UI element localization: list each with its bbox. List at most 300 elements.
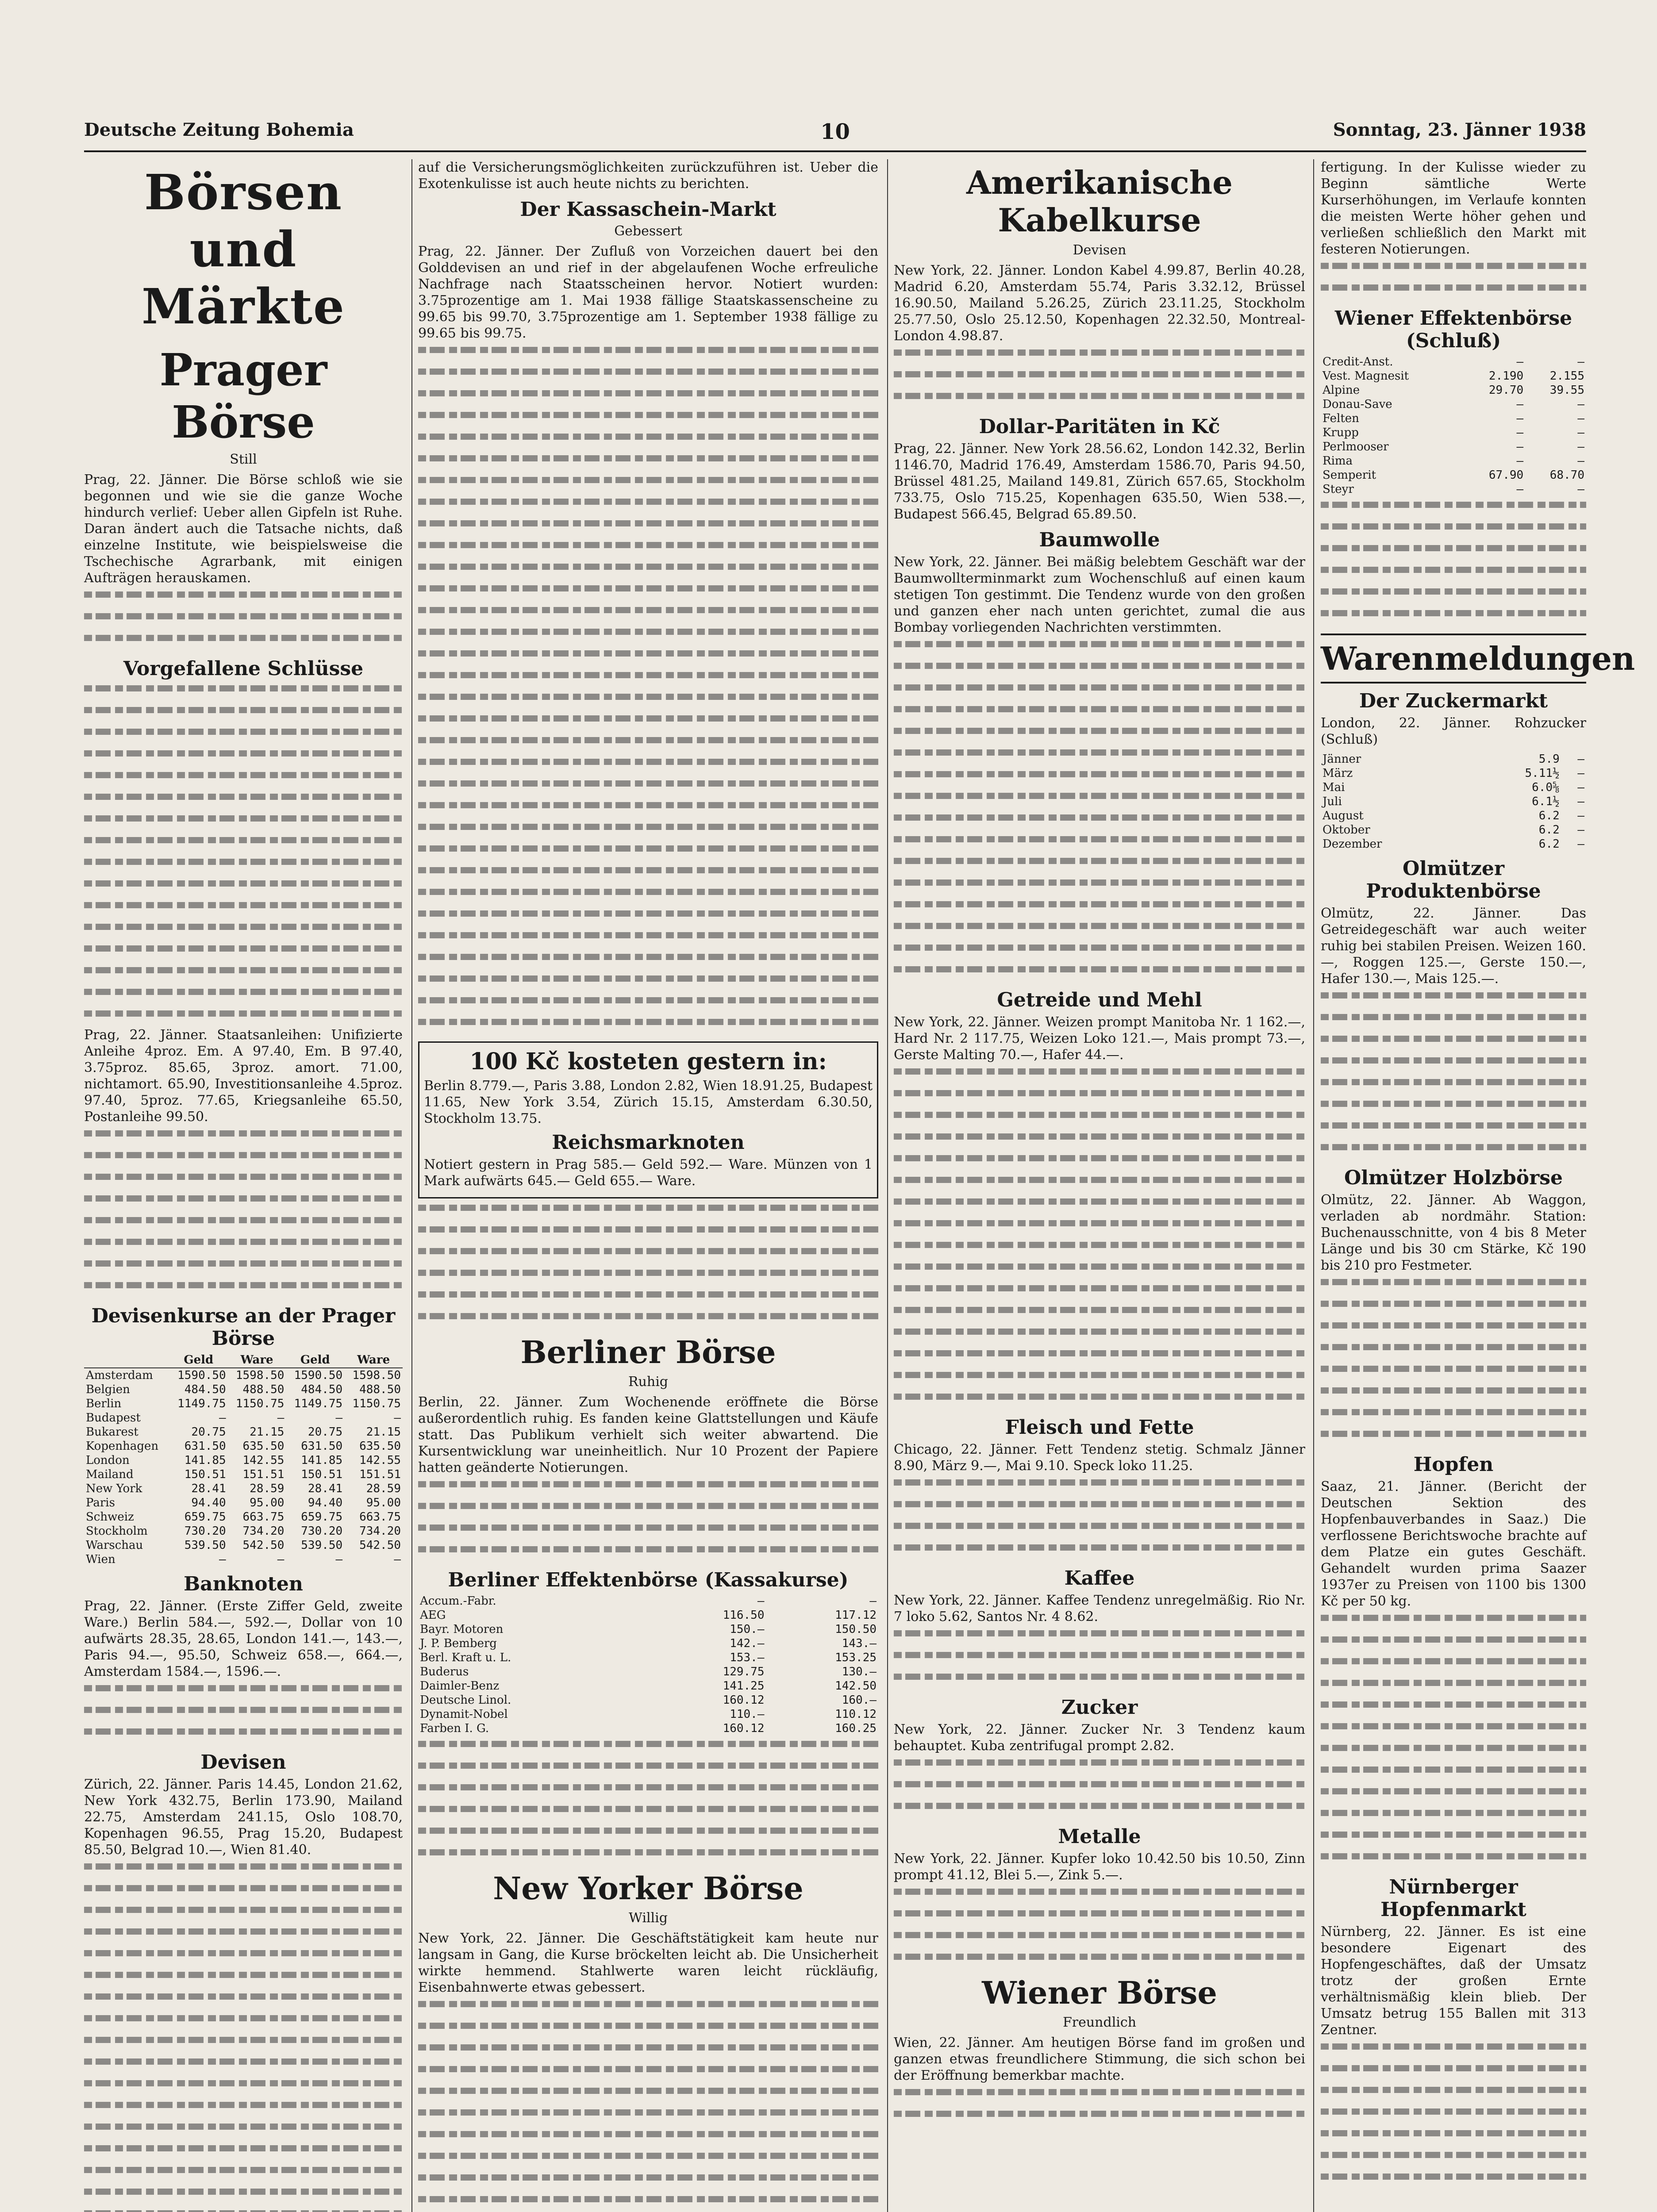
text-line	[894, 1954, 1305, 1970]
text-line	[84, 1260, 403, 1277]
text-line	[418, 1546, 878, 1563]
text-line	[418, 1291, 878, 1308]
text-line	[418, 1828, 878, 1844]
row-label: Wien	[86, 1553, 115, 1566]
row-value: 28.41	[308, 1482, 343, 1495]
text-line	[84, 1950, 403, 1966]
text-line	[894, 1263, 1305, 1280]
table-header: Geld	[169, 1352, 228, 1368]
text-line	[84, 815, 403, 832]
row-value: 659.75	[301, 1510, 343, 1524]
text-line	[894, 1372, 1305, 1388]
text-line	[1321, 2152, 1586, 2168]
text-line	[84, 2167, 403, 2183]
devisen-text: Zürich, 22. Jänner. Paris 14.45, London 21.62, New York 432.75, Berlin 173.90, Mailand 22.75, Amsterdam 241.15, Oslo 108.70, Kopenhagen 96.55, Prag 15.20, Budapest 85.50, Belgrad 10.—, Wien 81.40.	[84, 1777, 403, 1858]
text-line	[894, 923, 1305, 939]
row-value: 160.—	[842, 1694, 877, 1707]
dollar-paritaeten-text: Prag, 22. Jänner. New York 28.56.62, London 142.32, Berlin 1146.70, Madrid 176.49, Amsterdam 1586.70, Paris 94.50, Brüssel 481.25, Mailand 149.81, Zürich 657.65, Stockholm 733.75, Oslo 715.25, Kopenhagen 635.50, Wien 538.—, Budapest 566.45, Belgrad 65.89.50.	[894, 441, 1305, 522]
text-line	[418, 1784, 878, 1801]
row-value: 1149.75	[177, 1397, 226, 1410]
text-line	[894, 1889, 1305, 1905]
text-line	[894, 1090, 1305, 1106]
berlin-effekten-row	[418, 1679, 878, 1693]
row-value: —	[1577, 398, 1584, 411]
row-value: 95.00	[366, 1496, 401, 1509]
row-value: 94.40	[191, 1496, 226, 1509]
text-line	[418, 1019, 878, 1035]
row-value: 141.25	[723, 1679, 765, 1693]
text-line	[418, 1313, 878, 1329]
text-line	[418, 369, 878, 385]
row-label: August	[1323, 809, 1364, 822]
text-line	[84, 989, 403, 1005]
row-label: Paris	[86, 1496, 115, 1509]
wiener-boerse-title: Wiener Börse	[982, 1974, 1217, 2011]
row-value: 153.—	[730, 1651, 765, 1664]
row-value: —	[1577, 412, 1584, 425]
row-value: 142.50	[835, 1679, 877, 1693]
text-line	[1321, 284, 1586, 301]
row-value: 1598.50	[352, 1369, 401, 1382]
row-value: 488.50	[359, 1383, 401, 1396]
text-line	[84, 2189, 403, 2205]
row-value: 110.12	[835, 1708, 877, 1721]
text-line	[84, 772, 403, 788]
wien-effekten-row	[1321, 355, 1586, 369]
text-line	[894, 1759, 1305, 1776]
intro-text: auf die Versicherungsmöglichkeiten zurückzuführen ist. Ueber die Exotenkulisse ist auch heute nichts zu berichten.	[418, 160, 878, 192]
row-value: 150.50	[835, 1623, 877, 1636]
berlin-effekten-row	[418, 1651, 878, 1665]
text-line	[894, 1068, 1305, 1085]
row-value: —	[1516, 483, 1524, 496]
text-line	[418, 2088, 878, 2104]
row-value: 5.9	[1538, 753, 1560, 766]
row-label: Dezember	[1323, 837, 1382, 851]
text-line	[418, 520, 878, 537]
text-line	[894, 858, 1305, 874]
text-line	[894, 2089, 1305, 2105]
text-line	[418, 1849, 878, 1866]
row-value: 68.70	[1549, 469, 1584, 482]
text-line	[418, 2001, 878, 2017]
row-value: 117.12	[835, 1609, 877, 1622]
row-value: 150.51	[301, 1468, 343, 1481]
text-line	[894, 393, 1305, 409]
row-value: —	[394, 1411, 401, 1425]
text-line	[418, 2153, 878, 2169]
text-line	[894, 793, 1305, 809]
text-line	[894, 1932, 1305, 1948]
paper-name: Deutsche Zeitung Bohemia	[84, 119, 354, 140]
text-line	[418, 867, 878, 883]
row-value: 160.12	[723, 1722, 765, 1735]
text-line	[84, 2080, 403, 2097]
text-line	[84, 707, 403, 723]
text-line	[418, 390, 878, 407]
row-value: 153.25	[835, 1651, 877, 1664]
vorgefallene-schluesse-title: Vorgefallene Schlüsse	[123, 657, 364, 680]
wiener-boerse-text: Wien, 22. Jänner. Am heutigen Börse fand im großen und ganzen etwas freundlichere Stimmung, die sich schon bei der Eröffnung bemerkbar machte.	[894, 2035, 1305, 2083]
row-label: Kopenhagen	[86, 1440, 159, 1453]
text-line	[418, 434, 878, 450]
row-label: London	[86, 1454, 130, 1467]
row-label: Oktober	[1323, 823, 1370, 837]
text-line	[1321, 523, 1586, 540]
row-value: 129.75	[723, 1665, 765, 1678]
text-line	[418, 412, 878, 428]
text-line	[894, 1329, 1305, 1345]
text-line	[1321, 1366, 1586, 1382]
kassaschein-text: Prag, 22. Jänner. Der Zufluß von Vorzeichen dauert bei den Golddevisen an und rief in der abgelaufenen Woche erfreuliche Nachfrage nach Staatsscheinen hervor. Notiert wurden: 3.75prozentige am 1. Mai 1938 fällige Staatskassenscheine zu 99.65 bis 99.70, 3.75prozentige am 1. September 1938 fällige zu 99.65 bis 99.75.	[418, 244, 878, 341]
text-line	[894, 684, 1305, 701]
row-label: März	[1323, 767, 1353, 780]
text-line	[418, 975, 878, 992]
row-value: 1598.50	[235, 1369, 284, 1382]
row-value: 39.55	[1549, 384, 1584, 397]
row-label: Amsterdam	[86, 1369, 153, 1382]
text-line	[418, 715, 878, 732]
kassaschein-title: Der Kassaschein-Markt	[520, 198, 777, 221]
text-line	[1321, 1658, 1586, 1674]
text-line	[894, 349, 1305, 366]
devisen-row	[84, 1439, 403, 1453]
row-value: —	[1577, 483, 1584, 496]
text-line	[894, 706, 1305, 722]
text-line	[84, 2210, 403, 2212]
row-value: 539.50	[184, 1539, 226, 1552]
text-line	[894, 371, 1305, 388]
devisen-row	[84, 1453, 403, 1467]
row-value: 2.155	[1549, 369, 1584, 383]
row-value: 116.50	[723, 1609, 765, 1622]
hopfen-text: Saaz, 21. Jänner. (Bericht der Deutschen Sektion des Hopfenbauverbandes in Saaz.) Die verflossene Berichtswoche brachte auf dem Platze ein gutes Geschäft. Gehandelt wurden prima Saazer 1937er zu Preisen von 1100 bis 1300 Kč per 50 kg.	[1321, 1479, 1586, 1609]
wien-effekten-row	[1321, 397, 1586, 411]
zucker-row	[1321, 766, 1586, 780]
zuckermarkt-text: London, 22. Jänner. Rohzucker (Schluß)	[1321, 715, 1586, 747]
devisen-row	[84, 1467, 403, 1482]
row-value: 95.00	[250, 1496, 284, 1509]
text-line	[1321, 1279, 1586, 1295]
text-line	[894, 1652, 1305, 1668]
text-line	[418, 477, 878, 493]
metalle-title: Metalle	[1058, 1825, 1141, 1848]
section-title: Börsen und Märkte	[141, 164, 345, 335]
kc-rates-text: Berlin 8.779.—, Paris 3.88, London 2.82, Wien 18.91.25, Budapest 11.65, New York 3.54, Zürich 15.15, Amsterdam 6.30.50, Stockholm 13.75.	[424, 1078, 873, 1126]
text-line	[1321, 263, 1586, 279]
text-line	[894, 749, 1305, 766]
row-value: 2.190	[1488, 369, 1524, 383]
row-label: Stockholm	[86, 1525, 148, 1538]
getreide-text: New York, 22. Jänner. Weizen prompt Manitoba Nr. 1 162.—, Hard Nr. 2 117.75, Weizen Loko 121.—, Mais prompt 73.—, Gerste Malting 70.—, Hafer 44.—.	[894, 1014, 1305, 1063]
table-header: Ware	[228, 1352, 286, 1368]
row-label: Budapest	[86, 1411, 141, 1425]
row-value: 542.50	[359, 1539, 401, 1552]
text-line	[1321, 1387, 1586, 1404]
row-value: 143.—	[842, 1637, 877, 1650]
row-value: —	[277, 1553, 284, 1566]
zucker-row	[1321, 752, 1586, 766]
row-value: 6.2	[1538, 809, 1560, 822]
text-line	[1321, 992, 1586, 1009]
row-label: Felten	[1323, 412, 1359, 425]
olmuetz-holz-text: Olmütz, 22. Jänner. Ab Waggon, verladen ab nordmähr. Station: Buchenausschnitte, von 4 bis 8 Meter Länge und bis 30 cm Stärke, Kč 190 bis 210 pro Festmeter.	[1321, 1192, 1586, 1273]
row-value: 94.40	[308, 1496, 343, 1509]
text-line	[1321, 2174, 1586, 2190]
devisen-row	[84, 1524, 403, 1538]
berliner-boerse-tag: Ruhig	[628, 1374, 669, 1390]
row-value: 631.50	[301, 1440, 343, 1453]
row-value: 150.51	[184, 1468, 226, 1481]
row-value: 142.55	[359, 1454, 401, 1467]
row-label: Accum.-Fabr.	[420, 1594, 496, 1608]
text-line	[1321, 1014, 1586, 1030]
berliner-effekten-table	[418, 1594, 878, 1736]
text-line	[418, 672, 878, 688]
text-line	[84, 750, 403, 767]
devisen-row	[84, 1411, 403, 1425]
text-line	[1321, 545, 1586, 561]
row-value: 28.59	[250, 1482, 284, 1495]
row-label: Jänner	[1323, 753, 1361, 766]
row-value: 1590.50	[177, 1369, 226, 1382]
new-yorker-boerse-text: New York, 22. Jänner. Die Geschäftstätigkeit kam heute nur langsam in Gang, die Kurse bröckelten leicht ab. Die Unsicherheit wirkte hemmend. Stahlwerte waren leicht rückläufig, Eisenbahnwerte etwas gebessert.	[418, 1931, 878, 1995]
wien-effekten-row	[1321, 468, 1586, 482]
row-value: —	[757, 1594, 765, 1608]
row-value: 1590.50	[294, 1369, 343, 1382]
wien-effekten-row	[1321, 482, 1586, 496]
staatsanleihen-text: Prag, 22. Jänner. Staatsanleihen: Unifizierte Anleihe 4proz. Em. A 97.40, Em. B 97.40, 3.75proz. 85.65, 3proz. amort. 71.00, nichtamort. 65.90, Investitionsanleihe 4.5proz. 97.40, 5proz. 77.65, Kriegsanleihe 65.50, Postanleihe 99.50.	[84, 1027, 403, 1125]
text-line	[418, 1741, 878, 1757]
wien-effekten-row	[1321, 440, 1586, 454]
row-value: —	[1516, 440, 1524, 453]
row-value: 730.20	[184, 1525, 226, 1538]
berliner-boerse-text: Berlin, 22. Jänner. Zum Wochenende eröffnete die Börse außerordentlich ruhig. Es fanden keine Glattstellungen und Käufe statt. Das Publikum verhielt sich weiter abwartend. Die Kursentwicklung war uneinheitlich. Nur 10 Prozent der Papiere hatten geänderte Notierungen.	[418, 1394, 878, 1475]
row-value: —	[1577, 837, 1584, 851]
row-value: 6.2	[1538, 837, 1560, 851]
text-line	[84, 967, 403, 983]
row-value: —	[394, 1553, 401, 1566]
row-label: Donau-Save	[1323, 398, 1392, 411]
text-line	[418, 2023, 878, 2039]
text-line	[84, 2037, 403, 2053]
text-line	[1321, 1079, 1586, 1095]
new-yorker-boerse-tag: Willig	[629, 1910, 668, 1926]
text-line	[1321, 588, 1586, 605]
text-line	[1321, 1615, 1586, 1631]
text-line	[418, 2066, 878, 2082]
wien-effekten-row	[1321, 426, 1586, 440]
getreide-title: Getreide und Mehl	[997, 989, 1202, 1011]
text-line	[894, 1674, 1305, 1690]
berlin-effekten-row	[418, 1707, 878, 1721]
olmuetz-produkten-text: Olmütz, 22. Jänner. Das Getreidegeschäft war auch weiter ruhig bei stabilen Preisen. Weizen 160.—, Roggen 125.—, Gerste 150.—, Hafer 130.—, Mais 125.—.	[1321, 906, 1586, 987]
row-value: 29.70	[1488, 384, 1524, 397]
table-header	[84, 1352, 169, 1368]
reichsmark-text: Notiert gestern in Prag 585.— Geld 592.— Ware. Münzen von 1 Mark aufwärts 645.— Geld 655.— Ware.	[424, 1157, 873, 1189]
issue-date: Sonntag, 23. Jänner 1938	[1333, 119, 1586, 140]
zucker-text: New York, 22. Jänner. Zucker Nr. 3 Tendenz kaum behauptet. Kuba zentrifugal prompt 2.82.	[894, 1722, 1305, 1754]
text-line	[418, 585, 878, 602]
zucker-row	[1321, 780, 1586, 795]
row-value: 1150.75	[235, 1397, 284, 1410]
reichsmark-title: Reichsmarknoten	[552, 1131, 745, 1154]
row-label: Farben I. G.	[420, 1722, 489, 1735]
wiener-boerse-tag: Freundlich	[1062, 2015, 1137, 2030]
text-line	[894, 966, 1305, 983]
text-line	[894, 945, 1305, 961]
text-line	[84, 1217, 403, 1233]
text-line	[84, 1993, 403, 2010]
row-value: 151.51	[359, 1468, 401, 1481]
text-line	[894, 641, 1305, 657]
text-line	[84, 1130, 403, 1147]
text-line	[1321, 1322, 1586, 1339]
text-line	[84, 794, 403, 810]
text-line	[894, 836, 1305, 853]
text-line	[894, 1198, 1305, 1215]
kassaschein-tag: Gebessert	[614, 223, 682, 239]
row-value: 110.—	[730, 1708, 765, 1721]
text-line	[1321, 1723, 1586, 1740]
row-label: Berl. Kraft u. L.	[420, 1651, 511, 1664]
text-line	[418, 2196, 878, 2212]
text-line	[1321, 1144, 1586, 1160]
banknoten-text: Prag, 22. Jänner. (Erste Ziffer Geld, zweite Ware.) Berlin 584.—, 592.—, Dollar von 10 aufwärts 28.35, 28.65, London 141.—, 143.—, Paris 94.—, 95.50, Schweiz 658.—, 664.—, Amsterdam 1584.—, 1596.—.	[84, 1598, 403, 1679]
text-line	[84, 635, 403, 651]
row-value: 663.75	[242, 1510, 284, 1524]
row-label: Mailand	[86, 1468, 134, 1481]
text-line	[84, 1685, 403, 1701]
nuernberg-hopfen-title: Nürnberger Hopfenmarkt	[1380, 1876, 1526, 1921]
zucker-row	[1321, 837, 1586, 851]
row-value: —	[1577, 426, 1584, 439]
text-line	[1321, 1680, 1586, 1696]
row-value: 484.50	[301, 1383, 343, 1396]
row-value: 734.20	[242, 1525, 284, 1538]
devisen-row	[84, 1510, 403, 1524]
row-value: 635.50	[242, 1440, 284, 1453]
text-line	[1321, 502, 1586, 518]
kaffee-title: Kaffee	[1064, 1567, 1135, 1590]
row-value: —	[1577, 795, 1584, 808]
row-value: —	[869, 1594, 877, 1608]
text-line	[418, 2174, 878, 2191]
text-line	[894, 1242, 1305, 1258]
row-label: Deutsche Linol.	[420, 1694, 511, 1707]
text-line	[418, 2131, 878, 2147]
prager-boerse-text: Prag, 22. Jänner. Die Börse schloß wie sie begonnen und wie sie die ganze Woche hindurch verlief: Ueber allen Gipfeln ist Ruhe. Daran ändert auch die Tatsache nichts, daß einzelne Institute, wie beispielsweise die Tschechische Agrarbank, mit einigen Aufträgen herauskamen.	[84, 472, 403, 586]
row-value: —	[219, 1411, 226, 1425]
text-line	[894, 1523, 1305, 1539]
text-line	[1321, 1301, 1586, 1317]
text-line	[418, 997, 878, 1014]
row-value: —	[1577, 823, 1584, 837]
row-label: Alpine	[1323, 384, 1360, 397]
text-line	[418, 845, 878, 862]
zuckermarkt-table	[1321, 752, 1586, 851]
berlin-effekten-row	[418, 1665, 878, 1679]
wien-effekten-row	[1321, 369, 1586, 383]
nuernberg-hopfen-text: Nürnberg, 22. Jänner. Es ist eine besondere Eigenart des Hopfengeschäftes, daß der Umsatz trotz der großen Ernte verhältnismäßig klein blieb. Der Umsatz betrug 155 Ballen mit 313 Zentner.	[1321, 1924, 1586, 2038]
columns	[84, 159, 1635, 2212]
row-value: 539.50	[301, 1539, 343, 1552]
text-line	[1321, 2043, 1586, 2060]
text-line	[418, 1481, 878, 1498]
wiener-intro-text: fertigung. In der Kulisse wieder zu Beginn sämtliche Werte Kurserhöhungen, im Verlaufe konnten die meisten Werte höher gehen und verließen schließlich den Markt mit festeren Notierungen.	[1321, 160, 1586, 257]
text-line	[1321, 1409, 1586, 1425]
olmuetz-holz-title: Olmützer Holzbörse	[1344, 1167, 1563, 1189]
row-value: 734.20	[359, 1525, 401, 1538]
row-value: 150.—	[730, 1623, 765, 1636]
column-2	[418, 159, 878, 2212]
row-label: Steyr	[1323, 483, 1354, 496]
text-line	[84, 1282, 403, 1298]
row-value: 488.50	[242, 1383, 284, 1396]
row-value: —	[1516, 398, 1524, 411]
wien-effekten-row	[1321, 383, 1586, 397]
row-value: 130.—	[842, 1665, 877, 1678]
zucker-row	[1321, 795, 1586, 809]
row-label: Krupp	[1323, 426, 1359, 439]
text-line	[894, 814, 1305, 831]
row-value: —	[219, 1553, 226, 1566]
row-value: —	[1516, 355, 1524, 369]
text-line	[894, 1781, 1305, 1797]
text-line	[84, 902, 403, 918]
row-value: —	[1577, 454, 1584, 468]
text-line	[1321, 1788, 1586, 1805]
text-line	[84, 945, 403, 962]
kc-rates-box	[418, 1041, 878, 1198]
text-line	[418, 650, 878, 667]
text-line	[894, 1394, 1305, 1410]
text-line	[894, 1544, 1305, 1561]
devisen-title: Devisen	[200, 1751, 286, 1774]
row-value: —	[1516, 426, 1524, 439]
berlin-effekten-row	[418, 1693, 878, 1707]
row-value: 5.11½	[1525, 767, 1560, 780]
row-value: —	[1577, 355, 1584, 369]
row-label: Vest. Magnesit	[1323, 369, 1409, 383]
dollar-paritaeten-title: Dollar-Paritäten in Kč	[979, 415, 1220, 438]
row-value: 151.51	[242, 1468, 284, 1481]
zucker-row	[1321, 823, 1586, 837]
text-line	[894, 728, 1305, 744]
row-value: 28.41	[191, 1482, 226, 1495]
text-line	[418, 1248, 878, 1264]
text-line	[84, 591, 403, 608]
kaffee-text: New York, 22. Jänner. Kaffee Tendenz unregelmäßig. Rio Nr. 7 loko 5.62, Santos Nr. 4 8.62.	[894, 1593, 1305, 1624]
text-line	[1321, 1101, 1586, 1117]
baumwolle-title: Baumwolle	[1039, 529, 1160, 551]
row-label: Perlmooser	[1323, 440, 1389, 453]
row-label: Rima	[1323, 454, 1353, 468]
text-line	[84, 859, 403, 875]
row-value: 6.0⅝	[1532, 781, 1560, 794]
row-label: Mai	[1323, 781, 1345, 794]
row-value: 141.85	[301, 1454, 343, 1467]
text-line	[418, 737, 878, 753]
devisen-row	[84, 1397, 403, 1411]
text-line	[1321, 1745, 1586, 1761]
text-line	[418, 824, 878, 840]
row-label: Buderus	[420, 1665, 469, 1678]
text-line	[84, 1885, 403, 1901]
row-value: 1150.75	[352, 1397, 401, 1410]
text-line	[894, 1133, 1305, 1150]
devisen-row	[84, 1538, 403, 1552]
